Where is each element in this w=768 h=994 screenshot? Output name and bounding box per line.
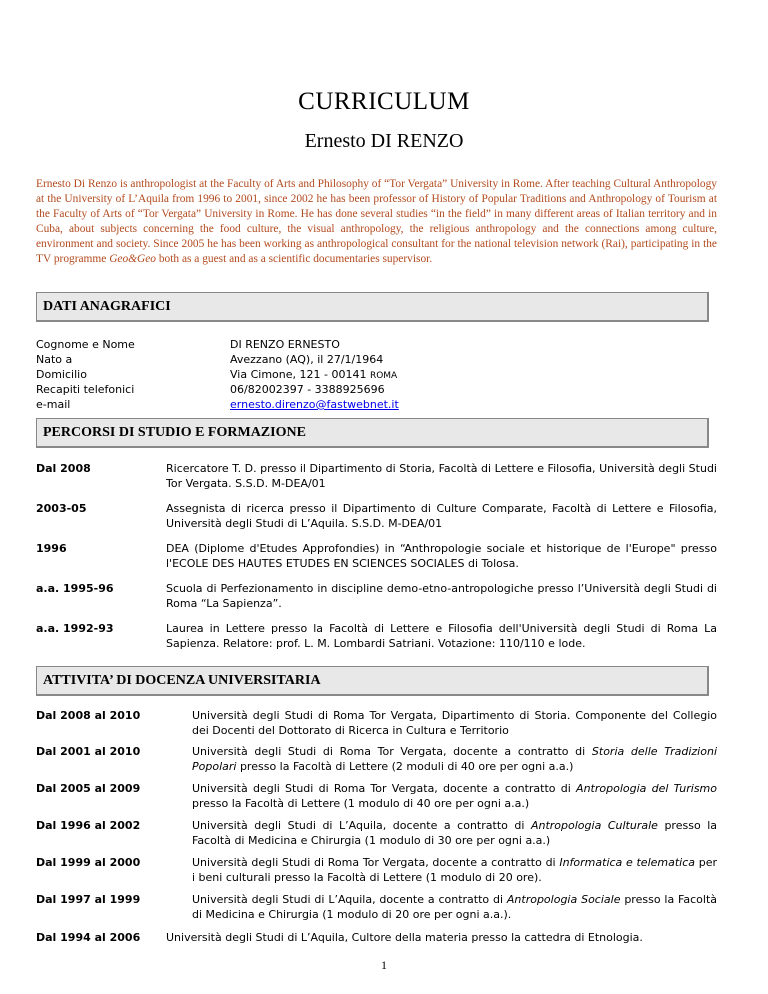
summary-text-1: Ernesto Di Renzo is anthropologist at the Faculty of Arts and Philosophy of “Tor Vergata” University in Rome. After teaching Cultural Anthropology at the University of L’Aquila from 1996 to 2001, since 2002 he has been professor of History of Popular Traditions and Anthropology of Tourism at the Faculty of Arts of “Tor Vergata” University in Rome. He has done several studies “in the field” in many different areas of Italian territory and in Cuba, about subjects concerning the food culture, the visual anthropology, the religious anthropology and the connections among culture, environment and society. Since 2005 he has been working as anthropological consultant for the national television network (Rai), participating in the TV programme xyxy=(36,178,717,265)
study-description: Scuola di Perfezionamento in discipline demo-etno-antropologiche presso l’Università degli Studi di Roma “La Sapienza”. xyxy=(166,582,717,610)
teaching-period: Dal 1999 al 2000 xyxy=(36,856,141,869)
value-phone: 06/82002397 - 3388925696 xyxy=(230,383,385,396)
teaching-description xyxy=(166,930,726,945)
section-header-studio: PERCORSI DI STUDIO E FORMAZIONE xyxy=(36,418,709,448)
value-email xyxy=(230,397,630,412)
teaching-text: Università degli Studi di L’Aquila, Cultore della materia presso la cattedra di Etnologia. xyxy=(166,931,643,944)
label-birth: Nato a xyxy=(36,353,73,366)
teaching-course: Antropologia Culturale xyxy=(530,819,658,832)
label-address: Domicilio xyxy=(36,368,87,381)
study-description: Ricercatore T. D. presso il Dipartimento di Storia, Facoltà di Lettere e Filosofia, Università degli Studi Tor Vergata. S.S.D. M-DEA/01 xyxy=(166,462,717,490)
value-birth: Avezzano (AQ), il 27/1/1964 xyxy=(230,353,384,366)
anagrafici-values xyxy=(230,337,630,412)
teaching-description xyxy=(192,744,717,774)
teaching-description xyxy=(192,708,717,738)
summary-text-2: both as a guest and as a scientific documentaries supervisor. xyxy=(156,253,433,265)
english-summary xyxy=(36,177,717,267)
teaching-text: Università degli Studi di L’Aquila, docente a contratto di xyxy=(192,819,531,832)
study-description: Assegnista di ricerca presso il Dipartimento di Culture Comparate, Facoltà di Lettere e Filosofia, Università degli Studi di L’Aquila. S.S.D. M-DEA/01 xyxy=(166,502,717,530)
teaching-period: Dal 1994 al 2006 xyxy=(36,931,141,944)
value-address-street: Via Cimone, 121 - 00141 xyxy=(230,368,370,381)
label-name: Cognome e Nome xyxy=(36,338,135,351)
teaching-text: Università degli Studi di Roma Tor Vergata, docente a contratto di xyxy=(192,782,577,795)
value-address xyxy=(230,367,630,382)
teaching-course: Informatica e telematica xyxy=(559,856,696,869)
value-address-city: ROMA xyxy=(369,371,398,381)
study-description: DEA (Diplome d'Etudes Approfondies) in “Anthropologie sociale et historique de l'Europe" presso l'ECOLE DES HAUTES ETUDES EN SCIENCES SOCIALES di Tolosa. xyxy=(166,542,717,570)
study-period: Dal 2008 xyxy=(36,462,91,475)
teaching-course: Antropologia Sociale xyxy=(506,893,621,906)
teaching-text-post: presso la Facoltà di Lettere (2 moduli di 40 ore per ogni a.a.) xyxy=(236,760,574,773)
label-phone: Recapiti telefonici xyxy=(36,383,135,396)
teaching-text: Università degli Studi di Roma Tor Vergata, docente a contratto di xyxy=(192,856,560,869)
study-period: a.a. 1995-96 xyxy=(36,582,114,595)
section-header-anagrafici: DATI ANAGRAFICI xyxy=(36,292,709,322)
study-period: 1996 xyxy=(36,542,67,555)
teaching-description xyxy=(192,892,717,922)
teaching-description xyxy=(192,781,717,811)
teaching-description xyxy=(192,818,717,848)
author-name: Ernesto DI RENZO xyxy=(304,130,464,152)
teaching-course: Storia delle Tradizioni Popolari xyxy=(192,745,717,773)
study-period: 2003-05 xyxy=(36,502,87,515)
study-description: Laurea in Lettere presso la Facoltà di Lettere e Filosofia dell'Università degli Studi di Roma La Sapienza. Relatore: prof. L. M. Lombardi Satriani. Votazione: 110/110 e lode. xyxy=(166,622,717,650)
label-email: e-mail xyxy=(36,398,71,411)
value-name: DI RENZO ERNESTO xyxy=(230,338,340,351)
teaching-period: Dal 2008 al 2010 xyxy=(36,709,141,722)
teaching-description xyxy=(192,855,717,885)
summary-programme: Geo&Geo xyxy=(109,253,157,265)
teaching-text: Università degli Studi di Roma Tor Vergata, docente a contratto di xyxy=(192,745,592,758)
teaching-text-post: presso la Facoltà di Lettere (1 modulo di 40 ore per ogni a.a.) xyxy=(192,797,530,810)
teaching-period: Dal 2001 al 2010 xyxy=(36,745,141,758)
teaching-period: Dal 2005 al 2009 xyxy=(36,782,141,795)
study-period: a.a. 1992-93 xyxy=(36,622,114,635)
teaching-text: Università degli Studi di Roma Tor Vergata, Dipartimento di Storia. Componente del Collegio dei Docenti del Dottorato di Ricerca in Cultura e Territorio xyxy=(192,709,717,737)
teaching-text-post: per i beni culturali presso la Facoltà di Lettere (1 modulo di 20 ore). xyxy=(192,856,718,884)
teaching-text-post: presso la Facoltà di Medicina e Chirurgia (1 modulo di 20 ore per ogni a.a.). xyxy=(192,893,717,921)
email-link[interactable]: ernesto.direnzo@fastwebnet.it xyxy=(230,398,399,411)
document-title: CURRICULUM xyxy=(298,88,470,115)
page-number: 1 xyxy=(381,958,387,972)
teaching-text-post: presso la Facoltà di Medicina e Chirurgia (1 modulo di 30 ore per ogni a.a.) xyxy=(192,819,717,847)
section-header-docenza: ATTIVITA’ DI DOCENZA UNIVERSITARIA xyxy=(36,666,709,696)
anagrafici-labels xyxy=(36,337,216,412)
teaching-period: Dal 1997 al 1999 xyxy=(36,893,141,906)
teaching-period: Dal 1996 al 2002 xyxy=(36,819,141,832)
teaching-text: Università degli Studi di L’Aquila, docente a contratto di xyxy=(192,893,507,906)
teaching-course: Antropologia del Turismo xyxy=(576,782,718,795)
